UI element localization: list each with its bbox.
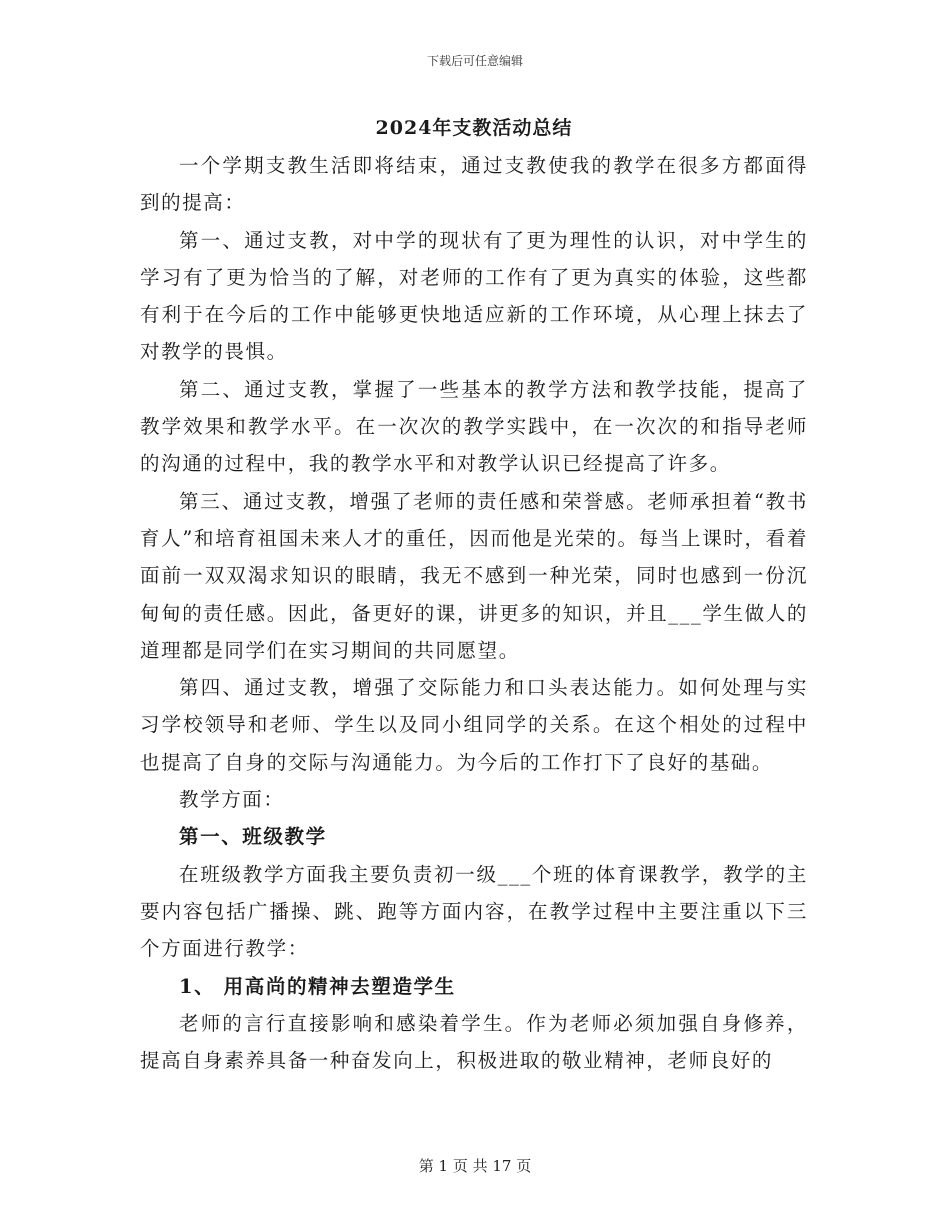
paragraph-list	[140, 147, 808, 1079]
paragraph-point-4: 第四、通过支教，增强了交际能力和口头表达能力。如何处理与实习学校领导和老师、学生以及同小组同学的关系。在这个相处的过程中也提高了自身的交际与沟通能力。为今后的工作打下了良好的基础。	[140, 676, 808, 774]
paragraph-intro: 一个学期支教生活即将结束，通过支教使我的教学在很多方都面得到的提高：	[140, 154, 808, 215]
paragraph-point-2: 第二、通过支教，掌握了一些基本的教学方法和教学技能，提高了教学效果和教学水平。在一次次的教学实践中，在一次次的和指导老师的沟通的过程中，我的教学水平和对教学认识已经提高了许多。	[140, 377, 808, 476]
paragraph-spirit: 老师的言行直接影响和感染着学生。作为老师必须加强自身修养，提高自身素养具备一种奋发向上，积极进取的敬业精神，老师良好的	[140, 1011, 808, 1073]
subheading-spirit: 1、 用高尚的精神去塑造学生	[179, 974, 456, 998]
paragraph-point-1: 第一、通过支教，对中学的现状有了更为理性的认识，对中学生的学习有了更为恰当的了解，对老师的工作有了更为真实的体验，这些都有利于在今后的工作中能够更快地适应新的工作环境，从心理上抹去了对教学的畏惧。	[140, 228, 808, 364]
page-footer: 第 1 页 共 17 页	[418, 1157, 532, 1175]
paragraph-point-3: 第三、通过支教，增强了老师的责任感和荣誉感。老师承担着“教书育人”和培育祖国未来人才的重任，因而他是光荣的。每当上课时，看着面前一双双渴求知识的眼睛，我无不感到一种光荣，同时也感到一份沉甸甸的责任感。因此，备更好的课，讲更多的知识，并且___学生做人的道理都是同学们在实习期间的共同愿望。	[140, 489, 808, 662]
document-title: 2024年支教活动总结	[375, 117, 573, 139]
section-label-teaching: 教学方面：	[179, 788, 285, 812]
document-body	[140, 113, 808, 1079]
paragraph-class-teaching: 在班级教学方面我主要负责初一级___个班的体育课教学，教学的主要内容包括广播操、跳、跑等方面内容，在教学过程中主要注重以下三个方面进行教学：	[140, 862, 808, 961]
header-note: 下载后可任意编辑	[426, 54, 523, 68]
section-heading-class-teaching: 第一、班级教学	[179, 825, 327, 849]
